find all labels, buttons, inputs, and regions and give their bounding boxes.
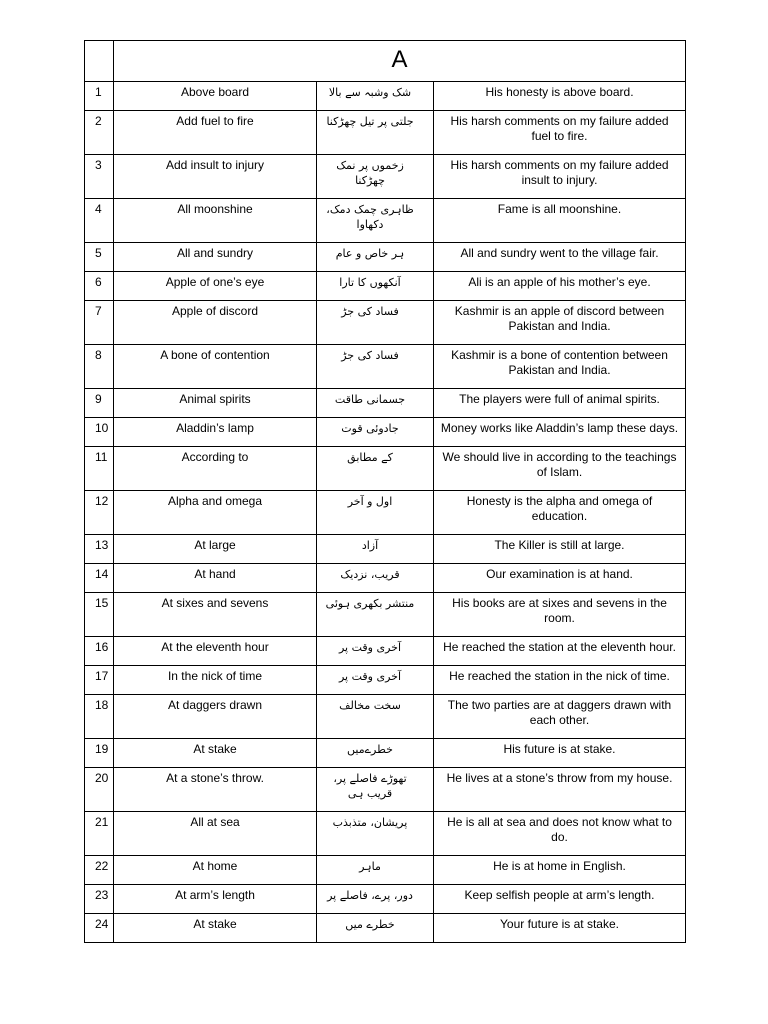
example-sentence-cell: Kashmir is an apple of discord between Pakistan and India. <box>434 301 686 345</box>
row-number: 9 <box>85 389 114 418</box>
idiom-cell: At hand <box>114 564 317 593</box>
urdu-meaning-cell: زخموں پر نمک چھڑکنا <box>317 155 434 199</box>
row-number: 2 <box>85 111 114 155</box>
table-row <box>85 389 686 418</box>
row-number: 3 <box>85 155 114 199</box>
idiom-cell: Add insult to injury <box>114 155 317 199</box>
row-number: 4 <box>85 199 114 243</box>
example-sentence-cell: His harsh comments on my failure added insult to injury. <box>434 155 686 199</box>
row-number: 23 <box>85 885 114 914</box>
table-row <box>85 739 686 768</box>
urdu-meaning-cell: جسمانی طاقت <box>317 389 434 418</box>
idioms-table-body <box>85 41 686 943</box>
example-sentence-cell: Your future is at stake. <box>434 914 686 943</box>
idiom-cell: At large <box>114 535 317 564</box>
example-sentence-cell: His harsh comments on my failure added fuel to fire. <box>434 111 686 155</box>
row-number: 12 <box>85 491 114 535</box>
example-sentence-cell: He is all at sea and does not know what to do. <box>434 812 686 856</box>
idiom-cell: At the eleventh hour <box>114 637 317 666</box>
idiom-cell: At sixes and sevens <box>114 593 317 637</box>
example-sentence-cell: His honesty is above board. <box>434 82 686 111</box>
idiom-cell: All and sundry <box>114 243 317 272</box>
row-number: 13 <box>85 535 114 564</box>
example-sentence-cell: He is at home in English. <box>434 856 686 885</box>
example-sentence-cell: Our examination is at hand. <box>434 564 686 593</box>
example-sentence-cell: The two parties are at daggers drawn with each other. <box>434 695 686 739</box>
example-sentence-cell: He reached the station at the eleventh hour. <box>434 637 686 666</box>
table-row <box>85 301 686 345</box>
table-row <box>85 914 686 943</box>
idiom-cell: Add fuel to fire <box>114 111 317 155</box>
row-number: 14 <box>85 564 114 593</box>
row-number: 24 <box>85 914 114 943</box>
table-row <box>85 418 686 447</box>
idiom-cell: At arm’s length <box>114 885 317 914</box>
table-row <box>85 885 686 914</box>
urdu-meaning-cell: تھوڑے فاصلے پر، قریب ہی <box>317 768 434 812</box>
example-sentence-cell: Kashmir is a bone of contention between Pakistan and India. <box>434 345 686 389</box>
urdu-meaning-cell: اول و آخر <box>317 491 434 535</box>
example-sentence-cell: Fame is all moonshine. <box>434 199 686 243</box>
row-number: 21 <box>85 812 114 856</box>
idiom-cell: At stake <box>114 739 317 768</box>
example-sentence-cell: He lives at a stone’s throw from my house. <box>434 768 686 812</box>
example-sentence-cell: His future is at stake. <box>434 739 686 768</box>
idiom-cell: At a stone’s throw. <box>114 768 317 812</box>
urdu-meaning-cell: جادوئی قوت <box>317 418 434 447</box>
row-number: 10 <box>85 418 114 447</box>
row-number: 16 <box>85 637 114 666</box>
urdu-meaning-cell: خطرےمیں <box>317 739 434 768</box>
example-sentence-cell: He reached the station in the nick of time. <box>434 666 686 695</box>
idiom-cell: At stake <box>114 914 317 943</box>
idiom-cell: Alpha and omega <box>114 491 317 535</box>
idiom-cell: Apple of one’s eye <box>114 272 317 301</box>
urdu-meaning-cell: دور، پرے، فاصلے پر <box>317 885 434 914</box>
title-number-cell <box>85 41 114 82</box>
example-sentence-cell: Keep selfish people at arm’s length. <box>434 885 686 914</box>
table-row <box>85 199 686 243</box>
example-sentence-cell: The players were full of animal spirits. <box>434 389 686 418</box>
table-row <box>85 535 686 564</box>
urdu-meaning-cell: آخری وقت پر <box>317 666 434 695</box>
urdu-meaning-cell: فساد کی جڑ <box>317 345 434 389</box>
row-number: 6 <box>85 272 114 301</box>
example-sentence-cell: His books are at sixes and sevens in the room. <box>434 593 686 637</box>
urdu-meaning-cell: آخری وقت پر <box>317 637 434 666</box>
example-sentence-cell: Honesty is the alpha and omega of education. <box>434 491 686 535</box>
example-sentence-cell: Money works like Aladdin’s lamp these days. <box>434 418 686 447</box>
urdu-meaning-cell: آزاد <box>317 535 434 564</box>
table-row <box>85 111 686 155</box>
idiom-cell: In the nick of time <box>114 666 317 695</box>
row-number: 15 <box>85 593 114 637</box>
idiom-cell: At daggers drawn <box>114 695 317 739</box>
example-sentence-cell: The Killer is still at large. <box>434 535 686 564</box>
urdu-meaning-cell: خطرے میں <box>317 914 434 943</box>
row-number: 7 <box>85 301 114 345</box>
urdu-meaning-cell: آنکھوں کا تارا <box>317 272 434 301</box>
row-number: 5 <box>85 243 114 272</box>
table-row <box>85 491 686 535</box>
section-letter: A <box>391 46 408 73</box>
example-sentence-cell: Ali is an apple of his mother’s eye. <box>434 272 686 301</box>
idiom-cell: Animal spirits <box>114 389 317 418</box>
row-number: 11 <box>85 447 114 491</box>
urdu-meaning-cell: کے مطابق <box>317 447 434 491</box>
urdu-meaning-cell: منتشر بکھری ہوئی <box>317 593 434 637</box>
table-row <box>85 856 686 885</box>
title-cell <box>114 41 686 82</box>
row-number: 20 <box>85 768 114 812</box>
urdu-meaning-cell: ہر خاص و عام <box>317 243 434 272</box>
table-row <box>85 593 686 637</box>
idiom-cell: All moonshine <box>114 199 317 243</box>
row-number: 19 <box>85 739 114 768</box>
example-sentence-cell: All and sundry went to the village fair. <box>434 243 686 272</box>
table-row <box>85 82 686 111</box>
urdu-meaning-cell: ماہر <box>317 856 434 885</box>
row-number: 1 <box>85 82 114 111</box>
idiom-cell: All at sea <box>114 812 317 856</box>
row-number: 22 <box>85 856 114 885</box>
idiom-cell: According to <box>114 447 317 491</box>
row-number: 18 <box>85 695 114 739</box>
title-row <box>85 41 686 82</box>
urdu-meaning-cell: قریب، نزدیک <box>317 564 434 593</box>
idioms-table <box>84 40 686 943</box>
example-sentence-cell: We should live in according to the teachings of Islam. <box>434 447 686 491</box>
table-row <box>85 272 686 301</box>
table-row <box>85 812 686 856</box>
table-row <box>85 695 686 739</box>
row-number: 8 <box>85 345 114 389</box>
idiom-cell: At home <box>114 856 317 885</box>
table-row <box>85 564 686 593</box>
urdu-meaning-cell: فساد کی جڑ <box>317 301 434 345</box>
table-row <box>85 243 686 272</box>
idiom-cell: A bone of contention <box>114 345 317 389</box>
urdu-meaning-cell: شک وشبہ سے بالا <box>317 82 434 111</box>
table-row <box>85 768 686 812</box>
urdu-meaning-cell: پریشان، متذبذب <box>317 812 434 856</box>
table-row <box>85 447 686 491</box>
table-row <box>85 345 686 389</box>
urdu-meaning-cell: سخت مخالف <box>317 695 434 739</box>
idiom-cell: Above board <box>114 82 317 111</box>
row-number: 17 <box>85 666 114 695</box>
idiom-cell: Aladdin’s lamp <box>114 418 317 447</box>
urdu-meaning-cell: ظاہری چمک دمک، دکھاوا <box>317 199 434 243</box>
table-row <box>85 637 686 666</box>
table-row <box>85 155 686 199</box>
idiom-cell: Apple of discord <box>114 301 317 345</box>
table-row <box>85 666 686 695</box>
urdu-meaning-cell: جلتی پر تیل چھڑکنا <box>317 111 434 155</box>
